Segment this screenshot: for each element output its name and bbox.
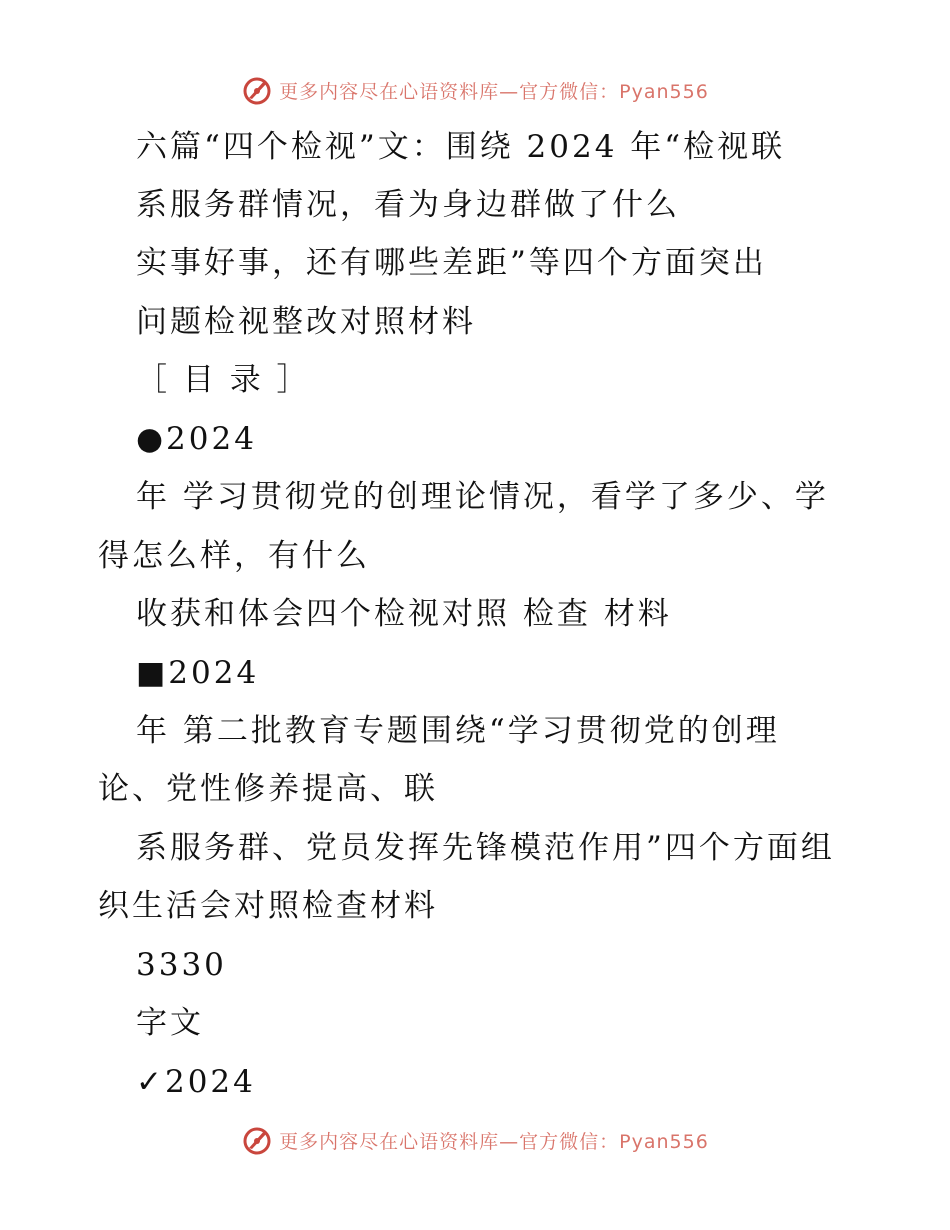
text-line: 字文 xyxy=(136,1005,204,1041)
quill-circle-icon xyxy=(241,1124,273,1156)
text-line: 得怎么样，有什么 xyxy=(98,538,370,574)
text-line: 六篇“四个检视”文：围绕 2024 年“检视联 xyxy=(136,129,786,165)
text-line: 系服务群、党员发挥先锋模范作用”四个方面组 xyxy=(136,830,835,866)
toc-heading: ［ 目 录 ］ xyxy=(136,362,311,398)
watermark-text: 更多内容尽在心语资料库—官方微信：Pyan556 xyxy=(279,80,709,103)
text-line: 实事好事，还有哪些差距”等四个方面突出 xyxy=(136,245,767,281)
text-line: ✓2024 xyxy=(136,1064,256,1100)
text-line: 年 第二批教育专题围绕“学习贯彻党的创理 xyxy=(136,713,780,749)
watermark-text: 更多内容尽在心语资料库—官方微信：Pyan556 xyxy=(279,1130,709,1153)
text-line: 织生活会对照检查材料 xyxy=(98,888,438,924)
text-line: ■2024 xyxy=(136,655,260,691)
watermark-header xyxy=(0,70,950,110)
quill-circle-icon xyxy=(241,74,273,106)
text-line: 收获和体会四个检视对照 检查 材料 xyxy=(136,596,672,632)
text-line: ●2024 xyxy=(136,421,257,457)
text-line: 年 学习贯彻党的创理论情况，看学了多少、学 xyxy=(136,479,829,515)
text-line: 系服务群情况，看为身边群做了什么 xyxy=(136,187,680,223)
text-line: 论、党性修养提高、联 xyxy=(98,771,438,807)
text-line: 问题检视整改对照材料 xyxy=(136,304,476,340)
watermark-footer xyxy=(0,1120,950,1160)
text-line: 3330 xyxy=(136,947,227,983)
